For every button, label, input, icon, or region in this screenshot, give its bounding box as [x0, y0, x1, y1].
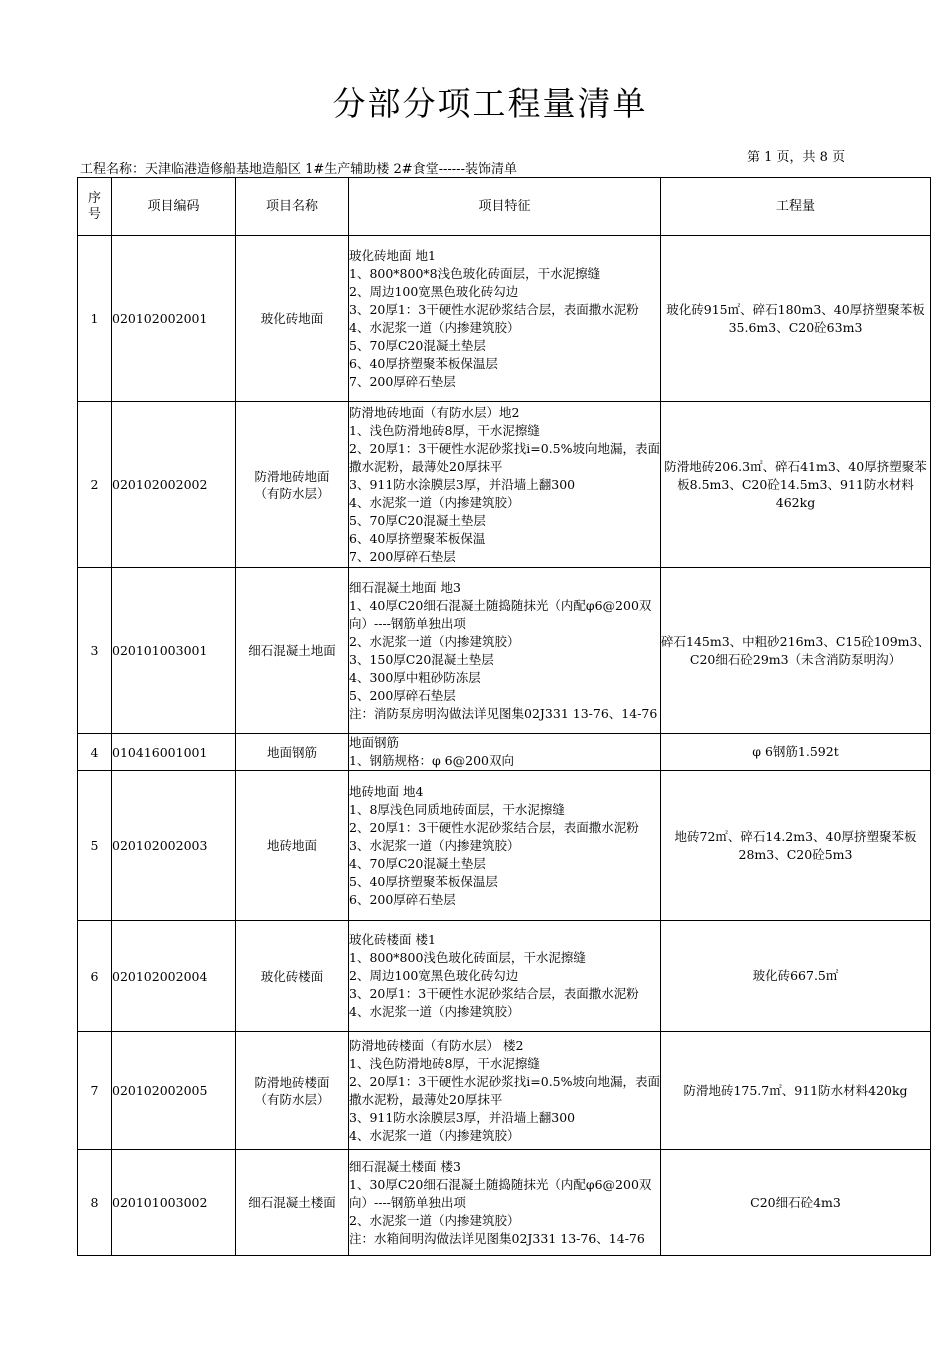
item-name [236, 236, 349, 402]
feature-line: 防滑地砖楼面（有防水层） 楼2 [349, 1037, 524, 1053]
item-features [349, 771, 661, 921]
feature-line: 1、800*800*8浅色玻化砖面层，干水泥擦缝 [349, 265, 601, 281]
col-header-features: 项目特征 [349, 178, 661, 236]
row-number: 8 [78, 1150, 112, 1256]
table-row [78, 921, 931, 1032]
feature-line: 3、水泥浆一道（内掺建筑胶） [349, 837, 520, 853]
item-features [349, 402, 661, 568]
item-features [349, 734, 661, 771]
item-name-line: 防滑地砖楼面 [254, 1074, 330, 1090]
feature-line: 1、浅色防滑地砖8厚，干水泥擦缝 [349, 1055, 540, 1071]
feature-line: 7、200厚碎石垫层 [349, 373, 456, 389]
table-row [78, 568, 931, 734]
feature-line: 5、200厚碎石垫层 [349, 687, 456, 703]
item-name-line: （有防水层） [254, 1091, 330, 1107]
feature-line: 7、200厚碎石垫层 [349, 548, 456, 564]
row-number: 7 [78, 1032, 112, 1150]
item-code: 020102002002 [112, 402, 236, 568]
feature-line: 2、周边100宽黑色玻化砖勾边 [349, 283, 519, 299]
item-quantity: C20细石砼4m3 [661, 1150, 931, 1256]
table-row [78, 402, 931, 568]
row-number: 6 [78, 921, 112, 1032]
feature-line: 1、浅色防滑地砖8厚，干水泥擦缝 [349, 422, 540, 438]
row-number: 3 [78, 568, 112, 734]
feature-line: 3、20厚1：3干硬性水泥砂浆结合层，表面撒水泥粉 [349, 986, 639, 1001]
item-name-line: 玻化砖地面 [260, 311, 324, 326]
item-name-line: 细石混凝土楼面 [248, 1195, 336, 1210]
feature-line: 注：消防泵房明沟做法详见图集02J331 13-76、14-76 [349, 705, 658, 721]
feature-line: 6、40厚挤塑聚苯板保温层 [349, 355, 498, 371]
item-name [236, 771, 349, 921]
feature-line: 4、水泥浆一道（内掺建筑胶） [349, 1127, 520, 1143]
item-code: 020101003002 [112, 1150, 236, 1256]
item-quantity: 防滑地砖175.7㎡、911防水材料420kg [661, 1032, 931, 1150]
item-quantity: 地砖72㎡、碎石14.2m3、40厚挤塑聚苯板28m3、C20砼5m3 [661, 771, 931, 921]
row-number: 4 [78, 734, 112, 771]
item-name-line: 防滑地砖地面 [254, 468, 330, 484]
feature-line: 细石混凝土楼面 楼3 [349, 1158, 461, 1174]
page-info: 第 1 页，共 8 页 [747, 150, 846, 165]
feature-line: 1、30厚C20细石混凝土随捣随抹光（内配φ6@200双向）----钢筋单独出项 [349, 1176, 652, 1210]
feature-line: 5、70厚C20混凝土垫层 [349, 337, 486, 353]
col-header-no: 序号 [78, 178, 112, 236]
item-name-line: 地面钢筋 [266, 744, 317, 760]
feature-line: 细石混凝土地面 地3 [349, 579, 461, 595]
feature-line: 3、150厚C20混凝土垫层 [349, 651, 494, 667]
item-features [349, 1032, 661, 1150]
feature-line: 1、40厚C20细石混凝土随捣随抹光（内配φ6@200双向）----钢筋单独出项 [349, 597, 652, 631]
item-code: 020102002004 [112, 921, 236, 1032]
col-header-quantity: 工程量 [661, 178, 931, 236]
feature-line: 2、20厚1：3干硬性水泥砂浆找i=0.5%坡向地漏，表面撒水泥粉，最薄处20厚抹平 [349, 1073, 660, 1107]
item-features [349, 568, 661, 734]
feature-line: 1、800*800浅色玻化砖面层，干水泥擦缝 [349, 950, 586, 965]
item-code: 020102002001 [112, 236, 236, 402]
item-features [349, 921, 661, 1032]
feature-line: 地砖地面 地4 [349, 783, 424, 799]
feature-line: 1、8厚浅色同质地砖面层，干水泥擦缝 [349, 801, 565, 817]
item-name-line: （有防水层） [254, 485, 330, 501]
feature-line: 5、40厚挤塑聚苯板保温层 [349, 873, 498, 889]
bill-of-quantities-table [77, 177, 931, 1256]
item-code: 010416001001 [112, 734, 236, 771]
feature-line: 3、911防水涂膜层3厚，并沿墙上翻300 [349, 476, 576, 492]
table-row [78, 734, 931, 771]
item-name [236, 1032, 349, 1150]
table-row [78, 1032, 931, 1150]
feature-line: 4、水泥浆一道（内掺建筑胶） [349, 1004, 520, 1019]
table-row [78, 1150, 931, 1256]
item-name [236, 921, 349, 1032]
row-number: 2 [78, 402, 112, 568]
item-name-line: 玻化砖楼面 [260, 968, 324, 984]
item-name [236, 402, 349, 568]
row-number: 1 [78, 236, 112, 402]
feature-line: 2、20厚1：3干硬性水泥砂浆找i=0.5%坡向地漏，表面撒水泥粉，最薄处20厚抹平 [349, 440, 660, 474]
item-quantity: 玻化砖667.5㎡ [661, 921, 931, 1032]
item-quantity: 玻化砖915㎡、碎石180m3、40厚挤塑聚苯板35.6m3、C20砼63m3 [661, 236, 931, 402]
feature-line: 4、水泥浆一道（内掺建筑胶） [349, 494, 520, 510]
feature-line: 5、70厚C20混凝土垫层 [349, 512, 486, 528]
col-header-code: 项目编码 [112, 178, 236, 236]
feature-line: 防滑地砖地面（有防水层）地2 [349, 404, 520, 420]
feature-line: 6、40厚挤塑聚苯板保温 [349, 530, 486, 546]
project-label: 工程名称： [80, 162, 146, 177]
item-quantity: 防滑地砖206.3㎡、碎石41m3、40厚挤塑聚苯板8.5m3、C20砼14.5m3、911防水材料462kg [661, 402, 931, 568]
feature-line: 4、70厚C20混凝土垫层 [349, 855, 486, 871]
item-code: 020101003001 [112, 568, 236, 734]
feature-line: 2、20厚1：3干硬性水泥砂浆结合层，表面撒水泥粉 [349, 819, 639, 835]
feature-line: 2、水泥浆一道（内掺建筑胶） [349, 633, 520, 649]
feature-line: 3、911防水涂膜层3厚，并沿墙上翻300 [349, 1109, 576, 1125]
item-features [349, 1150, 661, 1256]
feature-line: 注：水箱间明沟做法详见图集02J331 13-76、14-76 [349, 1230, 645, 1246]
item-code: 020102002003 [112, 771, 236, 921]
feature-line: 1、钢筋规格：φ 6@200双向 [349, 753, 514, 768]
item-quantity: φ 6钢筋1.592t [661, 734, 931, 771]
col-header-name: 项目名称 [236, 178, 349, 236]
page-title: 分部分项工程量清单 [332, 84, 648, 123]
table-header-row [78, 178, 931, 236]
item-code: 020102002005 [112, 1032, 236, 1150]
feature-line: 2、周边100宽黑色玻化砖勾边 [349, 968, 519, 983]
item-features [349, 236, 661, 402]
item-name [236, 568, 349, 734]
feature-line: 地面钢筋 [349, 735, 400, 750]
table-row [78, 236, 931, 402]
feature-line: 玻化砖楼面 楼1 [349, 932, 436, 947]
project-name: 天津临港造修船基地造船区 1#生产辅助楼 2#食堂------装饰清单 [145, 162, 517, 177]
feature-line: 玻化砖地面 地1 [349, 247, 436, 263]
item-name [236, 1150, 349, 1256]
feature-line: 2、水泥浆一道（内掺建筑胶） [349, 1212, 520, 1228]
feature-line: 3、20厚1：3干硬性水泥砂浆结合层，表面撒水泥粉 [349, 301, 639, 317]
project-name-line [80, 158, 517, 177]
row-number: 5 [78, 771, 112, 921]
item-name [236, 734, 349, 771]
item-quantity: 碎石145m3、中粗砂216m3、C15砼109m3、C20细石砼29m3（未含消防泵明沟） [661, 568, 931, 734]
feature-line: 4、水泥浆一道（内掺建筑胶） [349, 319, 520, 335]
feature-line: 4、300厚中粗砂防冻层 [349, 669, 481, 685]
item-name-line: 地砖地面 [266, 838, 317, 853]
feature-line: 6、200厚碎石垫层 [349, 891, 456, 907]
item-name-line: 细石混凝土地面 [248, 643, 336, 658]
table-row [78, 771, 931, 921]
